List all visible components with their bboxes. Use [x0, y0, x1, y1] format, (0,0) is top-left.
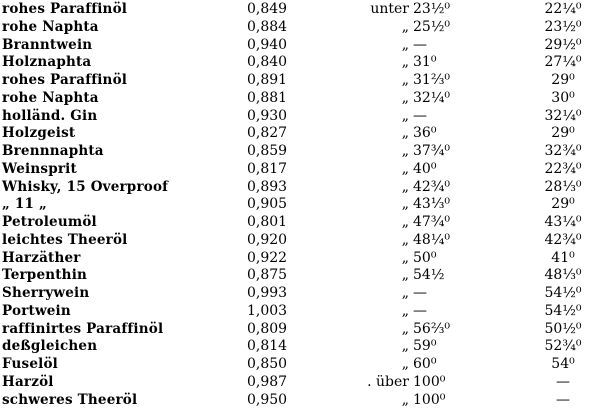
temp1-cell: 60⁰	[413, 356, 437, 372]
temp2-cell: 23½⁰	[544, 18, 582, 35]
table-row	[0, 108, 602, 126]
temp2-cell: 32¾⁰	[544, 143, 582, 159]
temp1-cell: 37¾⁰	[413, 143, 450, 159]
prefix-cell: „	[401, 160, 409, 177]
name-cell: Brennnaphta	[2, 143, 104, 159]
name-cell: rohe Naphta	[2, 18, 99, 35]
prefix-cell: „	[401, 143, 409, 159]
name-cell: leichtes Theeröl	[2, 231, 128, 248]
prefix-cell: . über	[367, 373, 409, 390]
temp2-cell: 22¾⁰	[544, 160, 582, 177]
prefix-cell: „	[401, 18, 409, 35]
prefix-cell: „	[401, 267, 409, 284]
name-cell: Fuselöl	[2, 356, 59, 372]
density-cell: 0,922	[247, 249, 288, 266]
temp2-cell: 48⅓⁰	[544, 267, 582, 284]
temp1-cell: 43⅓⁰	[413, 196, 450, 213]
name-cell: Holzgeist	[2, 125, 76, 142]
name-cell: Whisky, 15 Overproof	[2, 178, 169, 195]
name-cell: Harzäther	[2, 249, 81, 266]
temp1-cell: —	[413, 285, 427, 301]
table-row	[0, 125, 602, 143]
density-cell: 0,905	[247, 196, 288, 213]
temp1-cell: —	[413, 107, 427, 124]
table-row	[0, 143, 602, 161]
temp1-cell: 40⁰	[413, 160, 437, 177]
density-cell: 0,993	[247, 285, 288, 301]
temp1-cell: 31⅔⁰	[413, 72, 450, 88]
temp1-cell: 25½⁰	[413, 18, 450, 35]
table-row	[0, 179, 602, 197]
name-cell: rohe Naphta	[2, 89, 99, 106]
prefix-cell: „	[401, 178, 409, 195]
temp2-cell: 54½⁰	[544, 285, 582, 301]
density-cell: 0,893	[247, 178, 288, 195]
density-cell: 0,859	[247, 143, 288, 159]
density-cell: 0,801	[247, 214, 288, 230]
table-row	[0, 232, 602, 250]
name-cell: deßgleichen	[2, 338, 98, 355]
prefix-cell: „	[401, 249, 409, 266]
temp2-cell: 29⁰	[551, 125, 575, 142]
name-cell: raffinirtes Paraffinöl	[2, 320, 164, 337]
table-row	[0, 303, 602, 321]
temp2-cell: 28⅓⁰	[544, 178, 582, 195]
name-cell: Terpenthin	[2, 267, 88, 284]
density-cell: 0,930	[247, 107, 288, 124]
prefix-cell: „	[401, 320, 409, 337]
table-row	[0, 374, 602, 392]
prefix-cell: „	[401, 36, 409, 53]
density-cell: 0,827	[247, 125, 288, 142]
temp1-cell: 47¾⁰	[413, 214, 450, 230]
temp2-cell: 43¼⁰	[544, 214, 582, 230]
temp1-cell: 36⁰	[413, 125, 437, 142]
table-row	[0, 90, 602, 108]
density-cell: 0,817	[247, 160, 288, 177]
temp1-cell: 50⁰	[413, 249, 437, 266]
temp1-cell: 32¼⁰	[413, 89, 450, 106]
table-row	[0, 196, 602, 214]
density-cell: 0,840	[247, 54, 288, 71]
prefix-cell: „	[401, 72, 409, 88]
temp2-cell: 29⁰	[551, 72, 575, 88]
name-cell: rohes Paraffinöl	[2, 72, 128, 88]
temp1-cell: 23½⁰	[413, 1, 450, 17]
prefix-cell: „	[401, 391, 409, 408]
temp1-cell: 59⁰	[413, 338, 437, 355]
prefix-cell: „	[401, 89, 409, 106]
table-row	[0, 1, 602, 19]
table-row	[0, 54, 602, 72]
density-cell: 0,884	[247, 18, 288, 35]
temp1-cell: 100⁰	[413, 373, 446, 390]
temp2-cell: 50½⁰	[544, 320, 582, 337]
density-cell: 0,940	[247, 36, 288, 53]
name-cell: holländ. Gin	[2, 107, 98, 124]
temp2-cell: 52¾⁰	[544, 338, 582, 355]
density-cell: 0,814	[247, 338, 288, 355]
table-row	[0, 267, 602, 285]
temp2-cell: 30⁰	[551, 89, 575, 106]
density-cell: 0,875	[247, 267, 288, 284]
name-cell: rohes Paraffinöl	[2, 1, 128, 17]
temp2-cell: 42¾⁰	[544, 231, 582, 248]
name-cell: schweres Theeröl	[2, 391, 138, 408]
temp1-cell: 56⅔⁰	[413, 320, 450, 337]
prefix-cell: „	[401, 125, 409, 142]
table-row	[0, 37, 602, 55]
table-row	[0, 161, 602, 179]
temp1-cell: 48¼⁰	[413, 231, 450, 248]
name-cell: Petroleumöl	[2, 214, 97, 230]
name-cell: Branntwein	[2, 36, 93, 53]
prefix-cell: „	[401, 196, 409, 213]
table-row	[0, 285, 602, 303]
name-cell: Sherrywein	[2, 285, 90, 301]
prefix-cell: „	[401, 214, 409, 230]
temp2-cell: 54½⁰	[544, 302, 582, 319]
temp1-cell: —	[413, 302, 427, 319]
table-row	[0, 19, 602, 37]
prefix-cell: unter	[370, 1, 409, 17]
temp2-cell: —	[556, 391, 570, 408]
table-row	[0, 321, 602, 339]
name-cell: Portwein	[2, 302, 71, 319]
temp1-cell: 42¾⁰	[413, 178, 450, 195]
temp2-cell: —	[556, 373, 570, 390]
temp1-cell: 100⁰	[413, 391, 446, 408]
table-row	[0, 338, 602, 356]
density-cell: 0,891	[247, 72, 288, 88]
temp2-cell: 29⁰	[551, 196, 575, 213]
prefix-cell: „	[401, 285, 409, 301]
density-cell: 0,850	[247, 356, 288, 372]
name-cell: Harzöl	[2, 373, 54, 390]
temp2-cell: 41⁰	[551, 249, 575, 266]
prefix-cell: „	[401, 54, 409, 71]
temp2-cell: 22¼⁰	[544, 1, 582, 17]
temp2-cell: 32¼⁰	[544, 107, 582, 124]
density-cell: 0,881	[247, 89, 288, 106]
temp2-cell: 54⁰	[551, 356, 575, 372]
density-cell: 0,849	[247, 1, 288, 17]
table-row	[0, 72, 602, 90]
prefix-cell: „	[401, 231, 409, 248]
table-row	[0, 250, 602, 268]
density-cell: 0,987	[247, 373, 288, 390]
temp1-cell: 31⁰	[413, 54, 437, 71]
density-cell: 1,003	[247, 302, 288, 319]
name-cell: Weinsprit	[2, 160, 77, 177]
name-cell: Holznaphta	[2, 54, 92, 71]
prefix-cell: „	[401, 356, 409, 372]
name-cell: „ 11 „	[2, 196, 47, 213]
table-row	[0, 392, 602, 410]
table-row	[0, 214, 602, 232]
density-cell: 0,809	[247, 320, 288, 337]
prefix-cell: „	[401, 107, 409, 124]
density-cell: 0,920	[247, 231, 288, 248]
prefix-cell: „	[401, 302, 409, 319]
temp1-cell: 54½	[413, 267, 445, 284]
temp2-cell: 27¼⁰	[544, 54, 582, 71]
prefix-cell: „	[401, 338, 409, 355]
temp2-cell: 29½⁰	[544, 36, 582, 53]
temp1-cell: —	[413, 36, 427, 53]
table-row	[0, 356, 602, 374]
density-cell: 0,950	[247, 391, 288, 408]
